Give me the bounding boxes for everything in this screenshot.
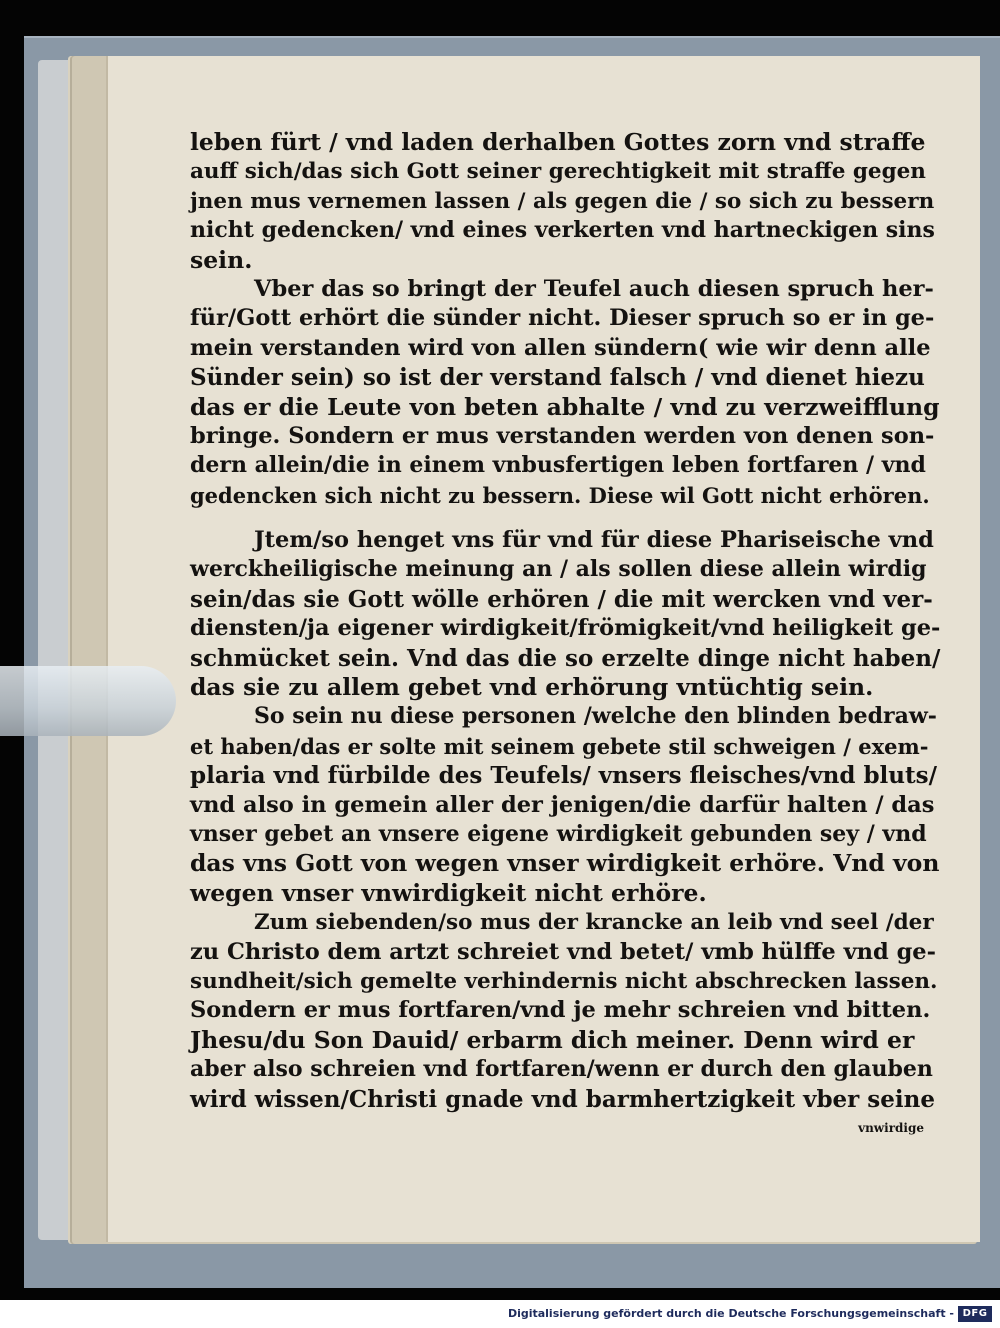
text-line: aber also schreien vnd fortfaren/wenn er durch den glauben — [190, 1056, 933, 1083]
text-line: jnen mus vernemen lassen / als gegen die / so sich zu bessern — [190, 188, 935, 214]
glass-weight-tab — [0, 666, 176, 736]
text-line: Zum siebenden/so mus der krancke an leib vnd seel /der — [254, 910, 934, 936]
text-line: wird wissen/Christi gnade vnd barmhertzigkeit vber seine — [190, 1085, 935, 1113]
text-line: Vber das so bringt der Teufel auch diesen spruch her- — [254, 275, 934, 302]
text-line: gedencken sich nicht zu bessern. Diese wil Gott nicht erhören. — [190, 482, 930, 508]
text-line: diensten/ja eigener wirdigkeit/frömigkeit/vnd heiligkeit ge- — [190, 615, 941, 642]
text-line: das vns Gott von wegen vnser wirdigkeit erhöre. Vnd von — [190, 849, 940, 878]
text-line: werckheiligische meinung an / als sollen diese allein wirdig — [190, 556, 927, 583]
dfg-logo: DFG — [958, 1306, 992, 1322]
text-line: Sünder sein) so ist der verstand falsch / vnd dienet hiezu — [190, 364, 925, 392]
text-line: Jhesu/du Son Dauid/ erbarm dich meiner. Denn wird er — [190, 1025, 915, 1054]
text-line: das er die Leute von beten abhalte / vnd zu verzweifflung — [190, 392, 940, 421]
text-line: sein/das sie Gott wölle erhören / die mit wercken vnd ver- — [190, 585, 933, 613]
text-line: So sein nu diese personen /welche den blinden bedraw- — [254, 703, 937, 730]
text-line: auff sich/das sich Gott seiner gerechtigkeit mit straffe gegen — [190, 159, 926, 185]
text-line: et haben/das er solte mit seinem gebete stil schweigen / exem- — [190, 733, 929, 759]
text-line: vnser gebet an vnsere eigene wirdigkeit gebunden sey / vnd — [190, 820, 927, 847]
text-line: mein verstanden wird von allen sündern( wie wir denn alle — [190, 334, 931, 361]
text-line: leben fürt / vnd laden derhalben Gottes zorn vnd straffe — [190, 128, 926, 156]
funding-credit: Digitalisierung gefördert durch die Deutsche Forschungsgemeinschaft - — [507, 1307, 954, 1320]
text-line: plaria vnd fürbilde des Teufels/ vnsers fleisches/vnd bluts/ — [190, 762, 937, 790]
text-line: schmücket sein. Vnd das die so erzelte dinge nicht haben/ — [190, 644, 941, 672]
text-line: Sondern er mus fortfaren/vnd je mehr schreien vnd bitten. — [190, 997, 931, 1024]
text-line: sundheit/sich gemelte verhindernis nicht abschrecken lassen. — [190, 968, 938, 994]
footer-bar — [0, 1300, 1000, 1328]
text-line: vnd also in gemein aller der jenigen/die darfür halten / das — [190, 791, 935, 818]
text-line: wegen vnser vnwirdigkeit nicht erhöre. — [190, 878, 707, 907]
page-text — [190, 128, 940, 1143]
text-line: bringe. Sondern er mus verstanden werden von denen son- — [190, 422, 935, 449]
text-line: für/Gott erhört die sünder nicht. Dieser spruch so er in ge- — [190, 305, 935, 332]
text-line: dern allein/die in einem vnbusfertigen leben fortfaren / vnd — [190, 452, 926, 479]
text-line: nicht gedencken/ vnd eines verkerten vnd hartneckigen sins — [190, 217, 935, 244]
text-line: sein. — [190, 245, 253, 274]
text-line: das sie zu allem gebet vnd erhörung vntüchtig sein. — [190, 673, 874, 702]
text-line: Jtem/so henget vns für vnd für diese Phariseische vnd — [254, 527, 934, 554]
text-line: zu Christo dem artzt schreiet vnd betet/ vmb hülffe vnd ge- — [190, 938, 936, 965]
catchword: vnwirdige — [858, 1120, 924, 1135]
